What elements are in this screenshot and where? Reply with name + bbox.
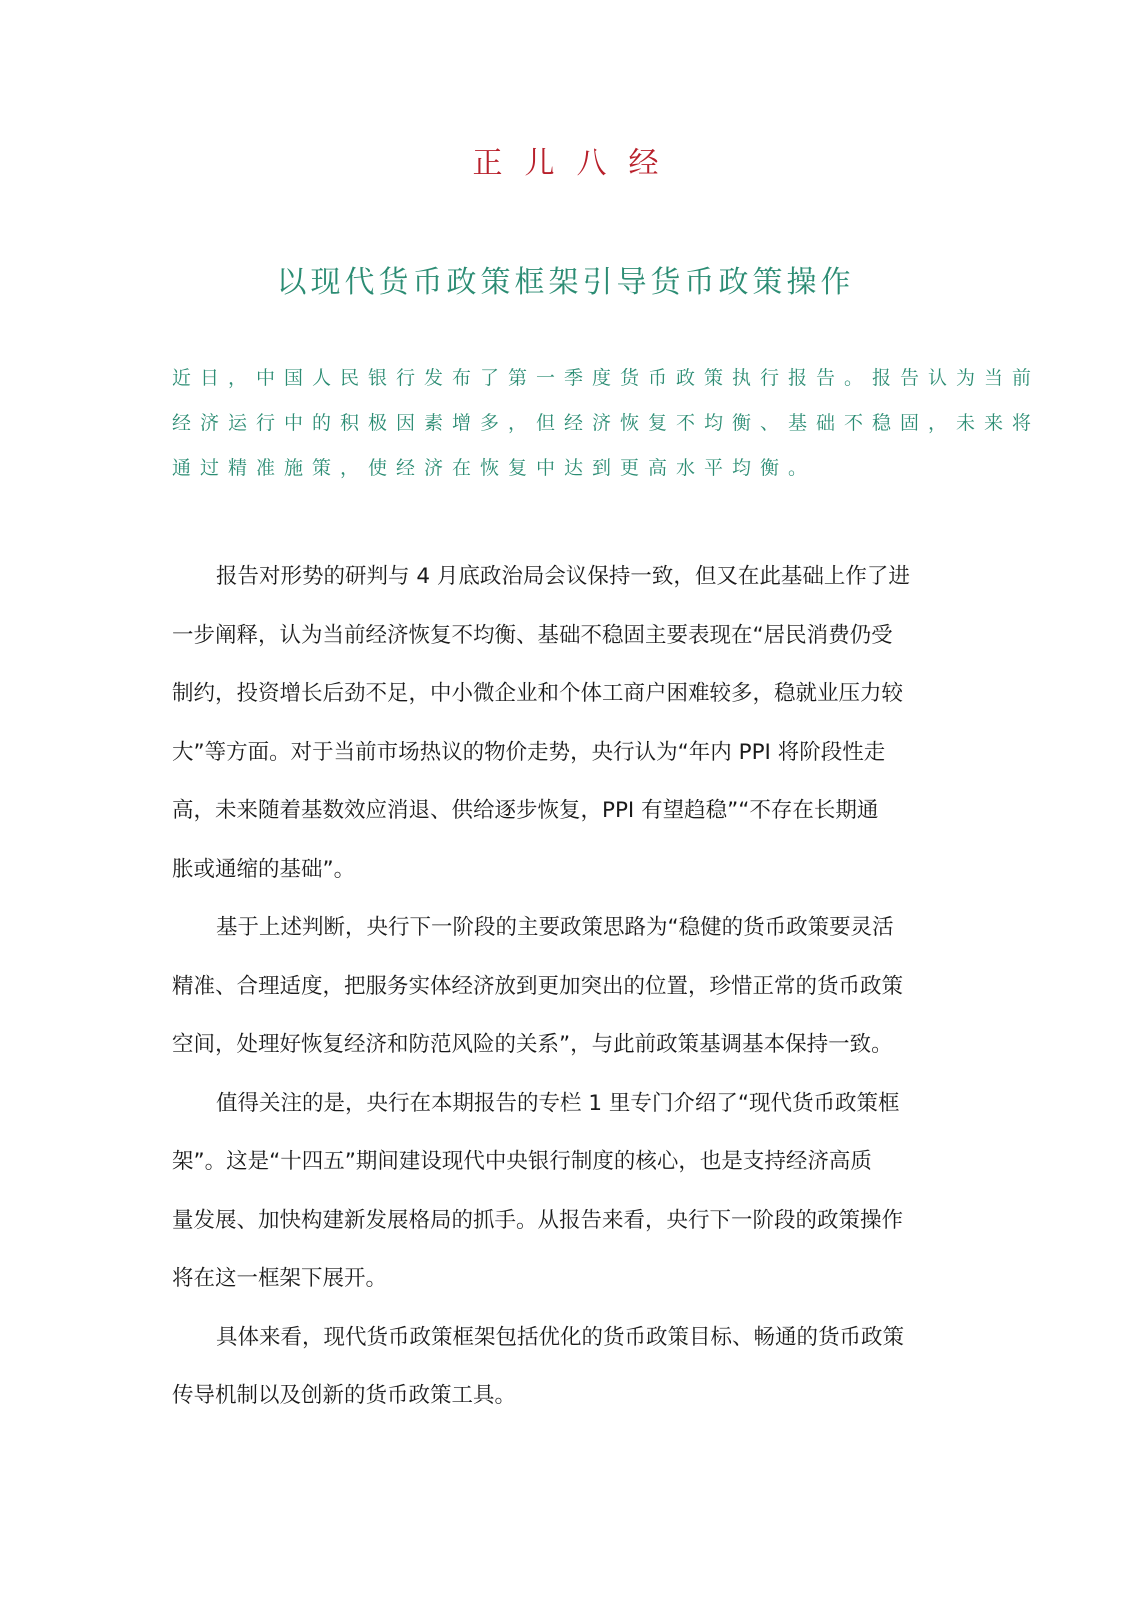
body-line: 具体来看，现代货币政策框架包括优化的货币政策目标、畅通的货币政策 — [216, 1324, 905, 1350]
body-line: 一步阐释，认为当前经济恢复不均衡、基础不稳固主要表现在“居民消费仍受 — [172, 622, 893, 648]
article-summary — [172, 356, 1041, 491]
body-line: 精准、合理适度，把服务实体经济放到更加突出的位置，珍惜正常的货币政策 — [172, 973, 904, 999]
article-body — [172, 548, 962, 1426]
summary-line: 通过精准施策，使经济在恢复中达到更高水平均衡。 — [172, 457, 817, 479]
summary-line: 近日，中国人民银行发布了第一季度货币政策执行报告。报告认为当前 — [172, 367, 1041, 389]
body-line: 量发展、加快构建新发展格局的抓手。从报告来看，央行下一阶段的政策操作 — [172, 1207, 904, 1233]
summary-line: 经济运行中的积极因素增多，但经济恢复不均衡、基础不稳固，未来将 — [172, 412, 1041, 434]
body-line: 胀或通缩的基础”。 — [172, 856, 356, 882]
body-line: 报告对形势的研判与 4 月底政治局会议保持一致，但又在此基础上作了进 — [216, 564, 910, 589]
body-line: 基于上述判断，央行下一阶段的主要政策思路为“稳健的货币政策要灵活 — [216, 915, 894, 940]
body-line: 大”等方面。对于当前市场热议的物价走势，央行认为“年内 PPI 将阶段性走 — [172, 739, 886, 765]
body-line: 值得关注的是，央行在本期报告的专栏 1 里专门介绍了“现代货币政策框 — [216, 1090, 900, 1116]
body-line: 架”。这是“十四五”期间建设现代中央银行制度的核心，也是支持经济高质 — [172, 1149, 872, 1174]
body-line: 高，未来随着基数效应消退、供给逐步恢复，PPI 有望趋稳”“不存在长期通 — [172, 798, 879, 823]
body-line: 传导机制以及创新的货币政策工具。 — [172, 1383, 517, 1408]
body-line: 将在这一框架下展开。 — [172, 1266, 388, 1291]
body-line: 制约，投资增长后劲不足，中小微企业和个体工商户困难较多，稳就业压力较 — [172, 681, 904, 706]
header-title: 正儿八经 — [472, 146, 681, 181]
article-title: 以现代货币政策框架引导货币政策操作 — [276, 265, 855, 300]
body-line: 空间，处理好恢复经济和防范风险的关系”，与此前政策基调基本保持一致。 — [172, 1032, 893, 1057]
